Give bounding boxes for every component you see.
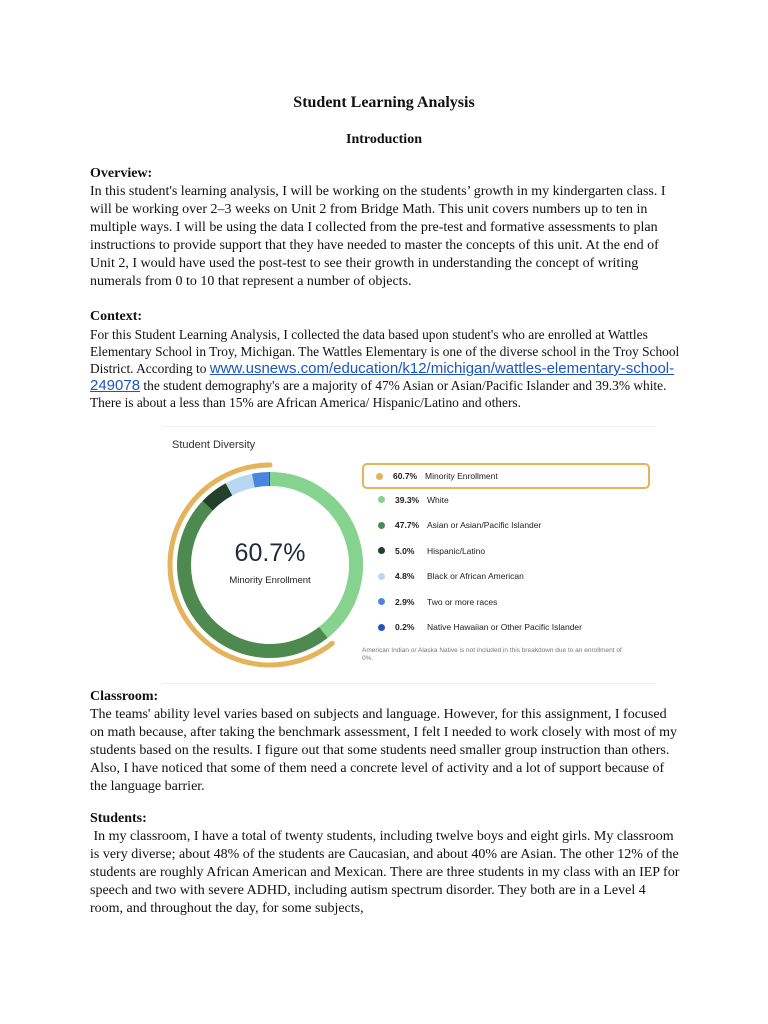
students-text: In my classroom, I have a total of twenty students, including twelve boys and eight girls. My classroom is very diverse; about 48% of the students are Caucasian, and about 40% are Asian. The other 12% of the students are roughly African American and Mexican. There are three students in my class with an IEP for speech and two with severe ADHD, including autism spectrum disorder. They both are in a Level 4 room, and throughout the day, for some subjects, <box>90 829 683 916</box>
legend-label: Hispanic/Latino <box>427 545 486 556</box>
legend-pct: 47.7% <box>395 520 420 530</box>
section-title-introduction: Introduction <box>346 132 422 147</box>
classroom-text: The teams' ability level varies based on subjects and language. However, for this assignment, I focused on math because, after taking the benchmark assessment, I felt I needed to work closely with most of my students based on the results. I figure out that some students need smaller group instruction than others. Also, I have noticed that some of them need a concrete level of activity and a lot of support because of the language barrier. <box>90 707 678 794</box>
legend-dot <box>378 624 385 631</box>
legend-pct: 4.8% <box>395 571 415 581</box>
legend-dot <box>378 598 385 605</box>
context-text-after: the student demography's are a majority of 47% Asian or Asian/Pacific Islander and 39.3% white. There is about a less than 15% are African America/ Hispanic/Latino and others. <box>90 378 667 410</box>
context-paragraph <box>90 326 680 411</box>
legend-item <box>366 616 652 638</box>
donut-slice-black-or-african-american <box>229 481 253 490</box>
legend-pct: 60.7% <box>393 471 418 481</box>
donut-slice-hispanic-latino <box>208 489 229 505</box>
legend-item <box>366 565 652 587</box>
legend-item <box>366 514 652 536</box>
page-title: Student Learning Analysis <box>293 94 475 111</box>
legend-pct: 39.3% <box>395 494 420 505</box>
legend-pct: 5.0% <box>395 545 415 556</box>
legend-dot <box>376 473 383 480</box>
legend-label: Asian or Asian/Pacific Islander <box>427 520 542 530</box>
classroom-section <box>90 688 680 796</box>
legend-pct: 2.9% <box>395 596 415 607</box>
legend-dot <box>378 522 385 529</box>
students-heading: Students: <box>90 811 147 826</box>
usnews-link[interactable]: www.usnews.com/education/k12/michigan/wattles-elementary-school-249078 <box>90 360 675 394</box>
legend-label: Black or African American <box>427 571 524 581</box>
students-section <box>90 810 683 918</box>
chart-title: Student Diversity <box>172 439 256 451</box>
student-diversity-chart <box>162 426 656 684</box>
legend-pct: 0.2% <box>395 622 415 632</box>
center-label: Minority Enrollment <box>229 575 311 586</box>
classroom-heading: Classroom: <box>90 689 159 704</box>
legend-dot <box>378 496 385 503</box>
legend-dot <box>378 573 385 580</box>
center-value: 60.7% <box>234 539 306 567</box>
legend-label: Native Hawaiian or Other Pacific Islander <box>427 622 582 632</box>
legend-item <box>366 489 652 511</box>
legend-item <box>366 540 652 562</box>
legend-item <box>362 463 650 489</box>
overview-text: In this student's learning analysis, I will be working on the students’ growth in my kindergarten class. I will be working over 2–3 weeks on Unit 2 from Bridge Math. This unit covers numbers up to ten in multiple ways. I will be using the data I collected from the pre-test and formative assessments to plan instructions to provide support that they have needed to master the concepts of this unit. At the end of Unit 2, I would have used the post-test to see their growth in understanding the concept of writing numerals from 0 to 10 that represent a number of objects. <box>90 184 666 289</box>
legend-label: Minority Enrollment <box>425 471 498 481</box>
legend-label: White <box>427 494 449 505</box>
overview-heading: Overview: <box>90 166 153 181</box>
legend-dot <box>378 547 385 554</box>
legend-label: Two or more races <box>427 596 498 607</box>
context-text-before: For this Student Learning Analysis, I collected the data based upon student's who are enrolled at Wattles Elementary School in Troy, Michigan. The Wattles Elementary is one of the diverse school in the Troy School District. According to <box>90 327 680 376</box>
donut-slice-two-or-more-races <box>253 479 269 481</box>
context-section <box>90 308 680 411</box>
context-heading: Context: <box>90 309 143 324</box>
legend-item <box>366 591 652 613</box>
chart-note: American Indian or Alaska Native is not included in this breakdown due to an enrollment of 0%. <box>362 647 622 662</box>
overview-section <box>90 165 680 291</box>
